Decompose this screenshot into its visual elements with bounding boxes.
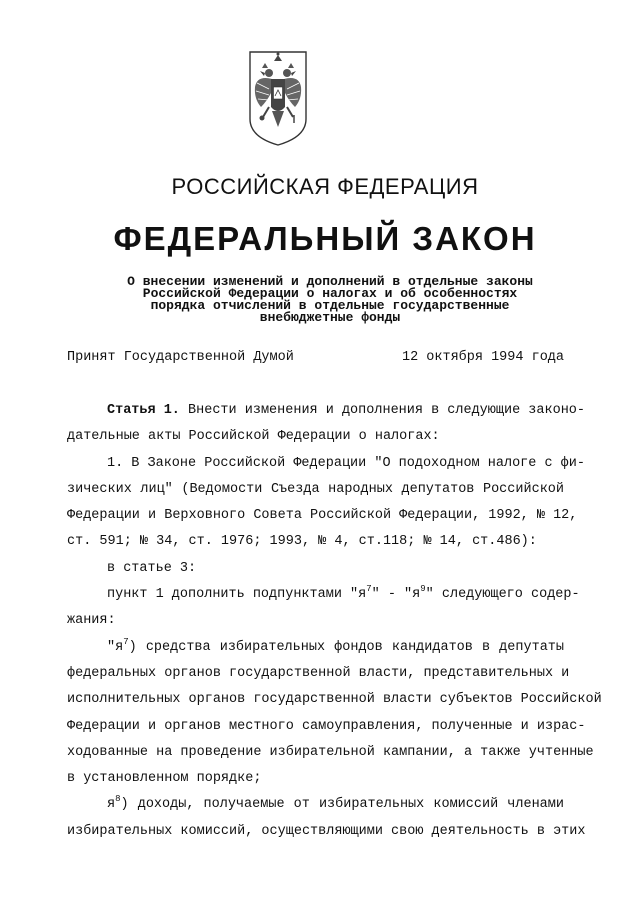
body-line: жания: — [67, 613, 116, 629]
body-line: исполнительных органов государственной власти субъектов Российской — [67, 692, 602, 708]
document-type-title: ФЕДЕРАЛЬНЫЙ ЗАКОН — [113, 220, 537, 257]
body-text-fragment: я — [107, 797, 116, 813]
body-line — [67, 582, 580, 608]
body-text-fragment: Внести изменения и дополнения в следующие законо- — [188, 403, 585, 418]
superscript: 9 — [420, 584, 426, 595]
article-label: Статья 1. — [107, 403, 180, 418]
superscript: 7 — [366, 584, 372, 595]
adopted-by: Принят Государственной Думой — [67, 350, 294, 365]
adoption-date: 12 октября 1994 года — [401, 350, 564, 365]
body-line — [67, 792, 564, 818]
article-line — [67, 398, 585, 424]
russian-coat-of-arms-icon — [247, 49, 309, 147]
superscript: 8 — [115, 794, 121, 805]
body-line: в установленном порядке; — [67, 771, 262, 787]
law-body-text — [67, 398, 602, 845]
body-line — [67, 635, 564, 661]
body-line: ходованные на проведение избирательной кампании, а также учтенные — [67, 744, 594, 760]
body-line: Федерации и органов местного самоуправления, полученные и израс- — [67, 718, 586, 734]
body-line: федеральных органов государственной власти, представительных и — [67, 665, 570, 681]
body-line: зических лиц" (Ведомости Съезда народных депутатов Российской — [67, 481, 564, 497]
law-subject-title — [80, 276, 580, 324]
subject-line: внебюджетные фонды — [259, 310, 401, 325]
superscript: 7 — [123, 636, 129, 647]
body-line: избирательных комиссий, осуществляющими свою деятельность в этих — [67, 823, 586, 839]
subject-line: Российской Федерации о налогах и об особенностях — [142, 286, 518, 301]
body-text-fragment: "я — [107, 639, 124, 655]
body-line: дательные акты Российской Федерации о налогах: — [67, 429, 440, 445]
body-text-fragment: ) средства избирательных фондов кандидатов в депутаты — [128, 639, 564, 655]
body-text-fragment: ) доходы, получаемые от избирательных комиссий членами — [120, 797, 564, 813]
subject-line: порядка отчислений в отдельные государственные — [150, 298, 510, 313]
body-line: Федерации и Верховного Совета Российской Федерации, 1992, № 12, — [67, 508, 578, 524]
body-text-fragment: " следующего содер- — [425, 587, 580, 603]
adoption-info — [67, 350, 564, 365]
body-line: 1. В Законе Российской Федерации "О подоходном налоге с фи- — [107, 455, 585, 471]
subject-line: О внесении изменений и дополнений в отдельные законы — [127, 274, 533, 289]
body-line: в статье 3: — [107, 560, 197, 576]
country-name: РОССИЙСКАЯ ФЕДЕРАЦИЯ — [171, 174, 479, 199]
body-line: ст. 591; № 34, ст. 1976; 1993, № 4, ст.118; № 14, ст.486): — [67, 534, 537, 550]
body-text-fragment: пункт 1 дополнить подпунктами "я — [107, 587, 367, 603]
body-text-fragment: " - "я — [371, 587, 421, 603]
